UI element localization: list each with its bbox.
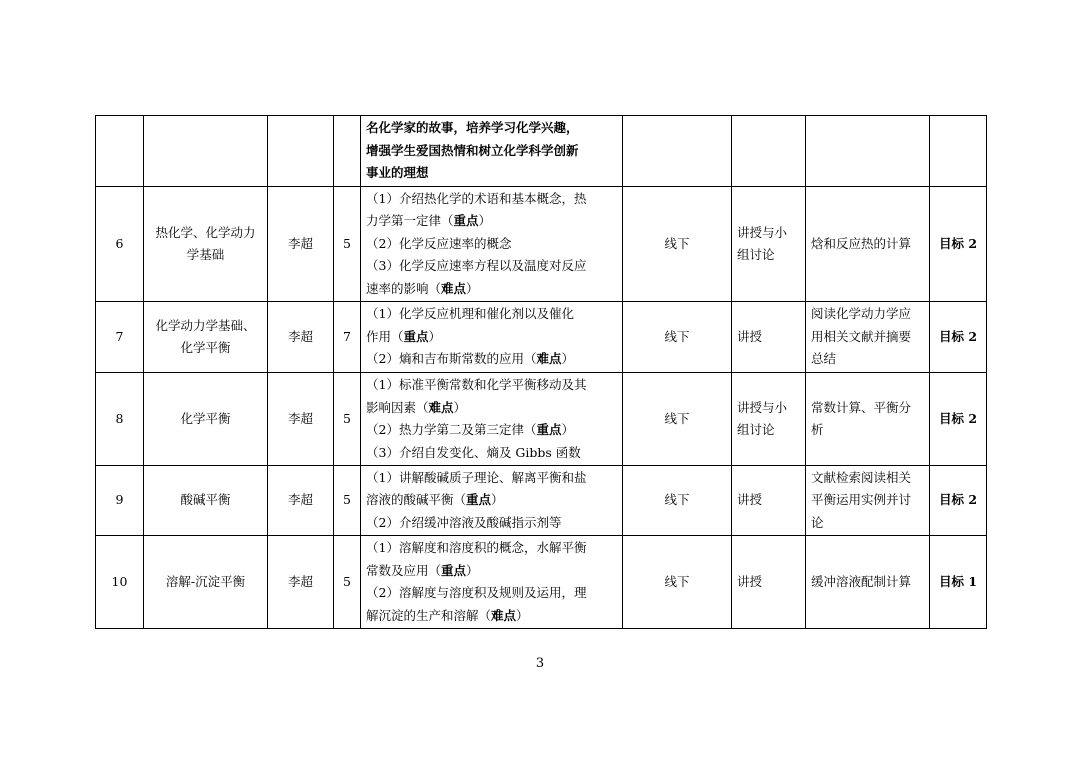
table-row xyxy=(96,466,987,536)
hours-cell xyxy=(334,116,361,187)
hours-cell: 5 xyxy=(334,466,361,536)
hours-cell: 5 xyxy=(334,536,361,629)
number-cell: 8 xyxy=(96,373,144,466)
homework-cell: 缓冲溶液配制计算 xyxy=(806,536,930,629)
method-cell: 讲授 xyxy=(732,466,806,536)
content-cell: （1）标准平衡常数和化学平衡移动及其 影响因素（难点） （2）热力学第二及第三定律（重点） （3）介绍自发变化、熵及 Gibbs 函数 xyxy=(361,373,623,466)
number-cell xyxy=(96,116,144,187)
content-cell: （1）介绍热化学的术语和基本概念，热 力学第一定律（重点） （2）化学反应速率的概念 （3）化学反应速率方程以及温度对反应 速率的影响（难点） xyxy=(361,187,623,302)
teacher-cell: 李超 xyxy=(268,536,334,629)
goal-cell: 目标 2 xyxy=(930,466,987,536)
page-number: 3 xyxy=(535,656,545,671)
content-cell: 名化学家的故事，培养学习化学兴趣， 增强学生爱国热情和树立化学科学创新 事业的理想 xyxy=(361,116,623,187)
goal-cell: 目标 2 xyxy=(930,187,987,302)
teacher-cell: 李超 xyxy=(268,187,334,302)
number-cell: 6 xyxy=(96,187,144,302)
homework-cell: 常数计算、平衡分 析 xyxy=(806,373,930,466)
content-cell: （1）溶解度和溶度积的概念，水解平衡 常数及应用（重点） （2）溶解度与溶度积及规则及运用，理 解沉淀的生产和溶解（难点） xyxy=(361,536,623,629)
topic-cell xyxy=(144,116,268,187)
goal-cell xyxy=(930,116,987,187)
mode-cell: 线下 xyxy=(623,536,732,629)
goal-cell: 目标 2 xyxy=(930,373,987,466)
method-cell: 讲授 xyxy=(732,536,806,629)
homework-cell: 文献检索阅读相关 平衡运用实例并讨 论 xyxy=(806,466,930,536)
table-row xyxy=(96,373,987,466)
method-cell: 讲授与小 组讨论 xyxy=(732,373,806,466)
teacher-cell: 李超 xyxy=(268,302,334,373)
mode-cell xyxy=(623,116,732,187)
course-schedule-table xyxy=(95,115,987,629)
table-row xyxy=(96,187,987,302)
method-cell: 讲授与小 组讨论 xyxy=(732,187,806,302)
hours-cell: 5 xyxy=(334,187,361,302)
mode-cell: 线下 xyxy=(623,466,732,536)
number-cell: 10 xyxy=(96,536,144,629)
topic-cell: 热化学、化学动力 学基础 xyxy=(144,187,268,302)
method-cell: 讲授 xyxy=(732,302,806,373)
mode-cell: 线下 xyxy=(623,187,732,302)
method-cell xyxy=(732,116,806,187)
homework-cell xyxy=(806,116,930,187)
topic-cell: 溶解-沉淀平衡 xyxy=(144,536,268,629)
teacher-cell: 李超 xyxy=(268,373,334,466)
table-row xyxy=(96,116,987,187)
goal-cell: 目标 1 xyxy=(930,536,987,629)
homework-cell: 阅读化学动力学应 用相关文献并摘要 总结 xyxy=(806,302,930,373)
content-cell: （1）讲解酸碱质子理论、解离平衡和盐 溶液的酸碱平衡（重点） （2）介绍缓冲溶液及酸碱指示剂等 xyxy=(361,466,623,536)
mode-cell: 线下 xyxy=(623,373,732,466)
teacher-cell: 李超 xyxy=(268,466,334,536)
topic-cell: 化学动力学基础、 化学平衡 xyxy=(144,302,268,373)
number-cell: 9 xyxy=(96,466,144,536)
table-row xyxy=(96,302,987,373)
mode-cell: 线下 xyxy=(623,302,732,373)
table-row xyxy=(96,536,987,629)
topic-cell: 酸碱平衡 xyxy=(144,466,268,536)
hours-cell: 5 xyxy=(334,373,361,466)
content-cell: （1）化学反应机理和催化剂以及催化 作用（重点） （2）熵和吉布斯常数的应用（难点） xyxy=(361,302,623,373)
goal-cell: 目标 2 xyxy=(930,302,987,373)
hours-cell: 7 xyxy=(334,302,361,373)
number-cell: 7 xyxy=(96,302,144,373)
teacher-cell xyxy=(268,116,334,187)
homework-cell: 焓和反应热的计算 xyxy=(806,187,930,302)
topic-cell: 化学平衡 xyxy=(144,373,268,466)
